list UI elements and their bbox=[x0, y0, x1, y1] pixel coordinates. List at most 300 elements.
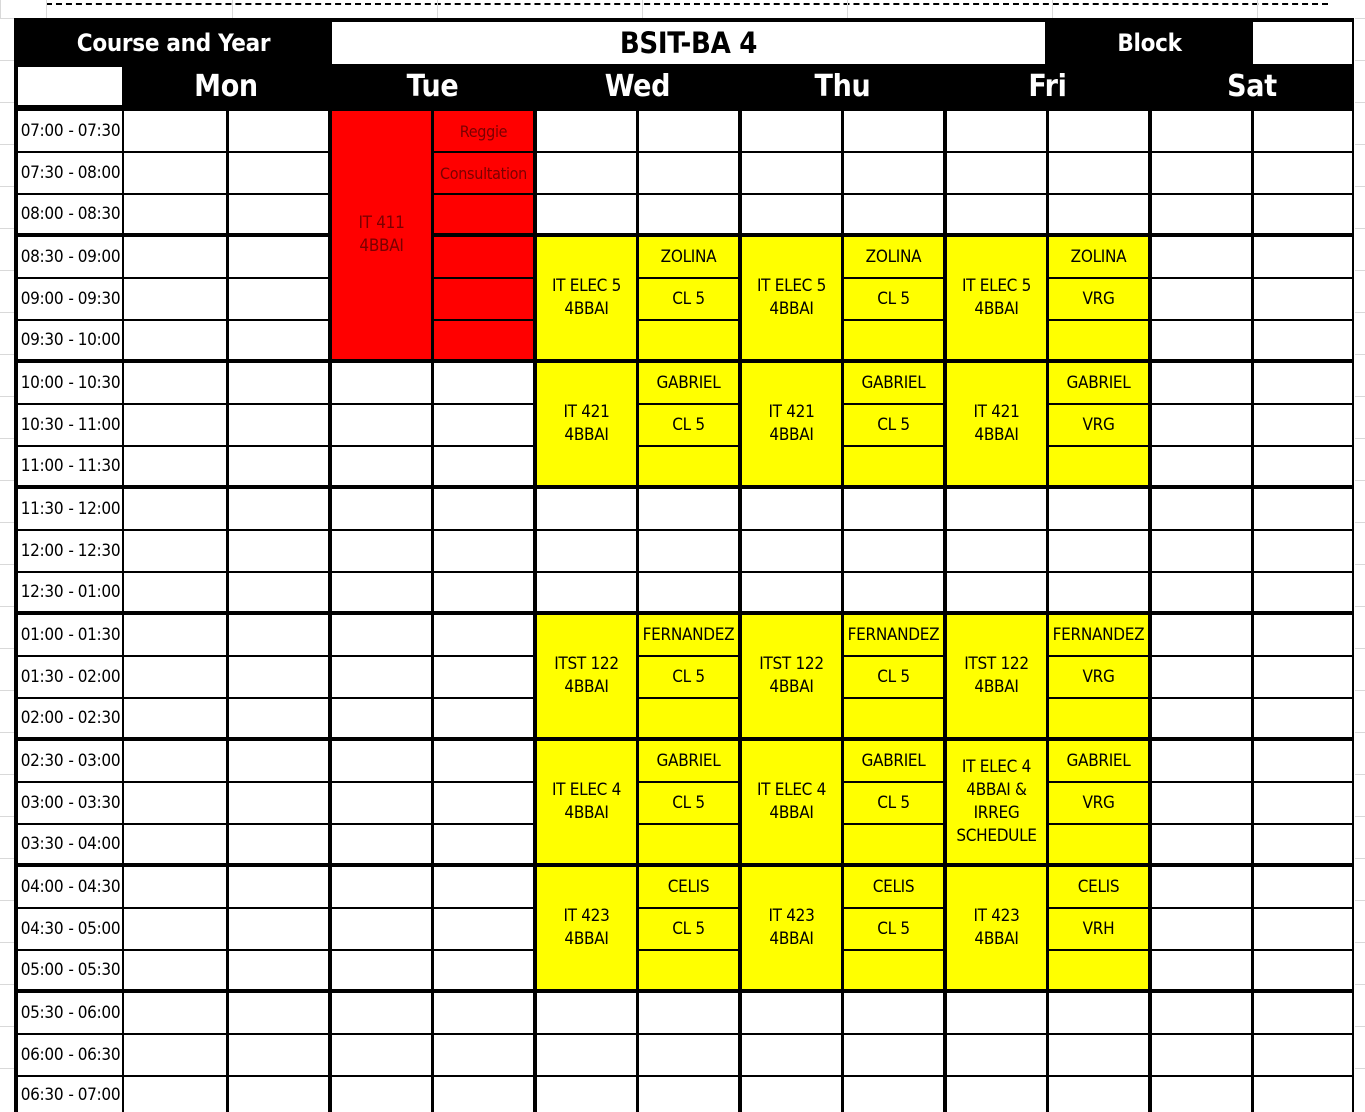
schedule-cell[interactable] bbox=[1254, 867, 1352, 907]
schedule-cell[interactable] bbox=[742, 1035, 841, 1075]
schedule-cell[interactable] bbox=[229, 615, 328, 655]
class-info-cell[interactable] bbox=[1049, 951, 1148, 989]
class-room[interactable]: CL 5 bbox=[639, 405, 738, 445]
schedule-cell[interactable] bbox=[1254, 363, 1352, 403]
schedule-cell[interactable] bbox=[332, 993, 431, 1033]
schedule-cell[interactable] bbox=[947, 153, 1046, 193]
class-subject[interactable]: IT 421 4BBAI bbox=[742, 363, 841, 485]
time-separator: - bbox=[68, 415, 74, 435]
schedule-cell[interactable] bbox=[1254, 195, 1352, 233]
class-room[interactable]: VRG bbox=[1049, 279, 1148, 319]
schedule-cell[interactable] bbox=[124, 153, 226, 193]
schedule-cell[interactable] bbox=[1254, 237, 1352, 277]
class-room[interactable]: VRG bbox=[1049, 783, 1148, 823]
schedule-cell[interactable] bbox=[229, 489, 328, 529]
dashed-separator bbox=[46, 3, 1328, 5]
time-separator: - bbox=[68, 204, 74, 224]
time-slot bbox=[18, 615, 122, 655]
schedule-cell[interactable] bbox=[1152, 531, 1251, 571]
schedule-cell[interactable] bbox=[332, 615, 431, 655]
schedule-cell[interactable] bbox=[434, 573, 533, 611]
schedule-cell[interactable] bbox=[1152, 993, 1251, 1033]
day-header-fri: Fri bbox=[1028, 68, 1067, 104]
schedule-cell[interactable] bbox=[434, 489, 533, 529]
time-slot bbox=[18, 825, 122, 863]
schedule-cell[interactable] bbox=[332, 657, 431, 697]
schedule-cell[interactable] bbox=[434, 699, 533, 737]
schedule-cell[interactable] bbox=[947, 993, 1046, 1033]
schedule-cell[interactable] bbox=[124, 909, 226, 949]
class-instructor[interactable]: GABRIEL bbox=[1049, 363, 1148, 403]
schedule-cell[interactable] bbox=[434, 783, 533, 823]
schedule-cell[interactable] bbox=[332, 783, 431, 823]
schedule-cell[interactable] bbox=[332, 363, 431, 403]
class-subject[interactable]: IT 423 4BBAI bbox=[947, 867, 1046, 989]
class-instructor[interactable]: GABRIEL bbox=[844, 363, 943, 403]
schedule-cell[interactable] bbox=[332, 909, 431, 949]
schedule-cell[interactable] bbox=[1254, 447, 1352, 485]
time-slot bbox=[18, 279, 122, 319]
schedule-cell[interactable] bbox=[124, 951, 226, 989]
schedule-cell[interactable] bbox=[742, 111, 841, 151]
class-instructor[interactable]: FERNANDEZ bbox=[639, 615, 738, 655]
schedule-cell[interactable] bbox=[1254, 531, 1352, 571]
class-info-cell[interactable] bbox=[1049, 447, 1148, 485]
corner-cell bbox=[18, 67, 122, 105]
class-subject[interactable]: ITST 122 4BBAI bbox=[537, 615, 636, 737]
schedule-cell[interactable] bbox=[124, 699, 226, 737]
schedule-cell[interactable] bbox=[124, 993, 226, 1033]
schedule-cell[interactable] bbox=[1152, 825, 1251, 863]
schedule-cell[interactable] bbox=[1152, 321, 1251, 359]
schedule-cell[interactable] bbox=[332, 405, 431, 445]
schedule-cell[interactable] bbox=[434, 825, 533, 863]
day-header-mon: Mon bbox=[194, 68, 258, 104]
schedule-cell[interactable] bbox=[229, 1035, 328, 1075]
class-room[interactable]: VRG bbox=[1049, 405, 1148, 445]
time-start: 08:00 bbox=[20, 204, 64, 224]
schedule-cell[interactable] bbox=[434, 405, 533, 445]
schedule-cell[interactable] bbox=[1152, 1035, 1251, 1075]
schedule-cell[interactable] bbox=[1254, 111, 1352, 151]
schedule-cell[interactable] bbox=[332, 699, 431, 737]
schedule-cell[interactable] bbox=[1152, 111, 1251, 151]
schedule-cell[interactable] bbox=[537, 573, 636, 611]
class-info-cell[interactable] bbox=[844, 447, 943, 485]
schedule-cell[interactable] bbox=[844, 573, 943, 611]
schedule-cell[interactable] bbox=[639, 993, 738, 1033]
schedule-cell[interactable] bbox=[332, 531, 431, 571]
schedule-cell[interactable] bbox=[229, 111, 328, 151]
schedule-cell[interactable] bbox=[434, 1077, 533, 1112]
schedule-cell[interactable] bbox=[124, 363, 226, 403]
schedule-cell[interactable] bbox=[124, 1077, 226, 1112]
schedule-cell[interactable] bbox=[434, 615, 533, 655]
schedule-cell[interactable] bbox=[844, 153, 943, 193]
schedule-cell[interactable] bbox=[229, 363, 328, 403]
schedule-cell[interactable] bbox=[229, 531, 328, 571]
schedule-cell[interactable] bbox=[124, 573, 226, 611]
schedule-cell[interactable] bbox=[124, 279, 226, 319]
schedule-cell[interactable] bbox=[229, 447, 328, 485]
class-instructor[interactable]: CELIS bbox=[1049, 867, 1148, 907]
schedule-cell[interactable] bbox=[1152, 783, 1251, 823]
day-header-tue: Tue bbox=[406, 68, 459, 104]
day-header-wed: Wed bbox=[604, 68, 671, 104]
schedule-cell[interactable] bbox=[1254, 279, 1352, 319]
time-end: 04:00 bbox=[77, 834, 121, 854]
schedule-cell[interactable] bbox=[332, 867, 431, 907]
schedule-cell[interactable] bbox=[332, 825, 431, 863]
schedule-cell[interactable] bbox=[124, 111, 226, 151]
class-instructor[interactable]: Reggie bbox=[434, 111, 533, 151]
schedule-cell[interactable] bbox=[229, 195, 328, 233]
time-separator: - bbox=[68, 751, 74, 771]
schedule-cell[interactable] bbox=[1254, 993, 1352, 1033]
schedule-cell[interactable] bbox=[742, 573, 841, 611]
class-room[interactable]: VRH bbox=[1049, 909, 1148, 949]
schedule-cell[interactable] bbox=[1049, 1035, 1148, 1075]
class-subject[interactable]: IT ELEC 5 4BBAI bbox=[742, 237, 841, 359]
class-subject[interactable]: IT 421 4BBAI bbox=[947, 363, 1046, 485]
schedule-cell[interactable] bbox=[639, 531, 738, 571]
class-room[interactable]: VRG bbox=[1049, 657, 1148, 697]
time-slot bbox=[18, 909, 122, 949]
schedule-cell[interactable] bbox=[639, 489, 738, 529]
schedule-cell[interactable] bbox=[742, 993, 841, 1033]
schedule-cell[interactable] bbox=[537, 993, 636, 1033]
schedule-cell[interactable] bbox=[124, 447, 226, 485]
time-start: 07:30 bbox=[20, 163, 64, 183]
class-subject[interactable]: IT ELEC 5 4BBAI bbox=[947, 237, 1046, 359]
schedule-cell[interactable] bbox=[1254, 741, 1352, 781]
schedule-cell[interactable] bbox=[844, 489, 943, 529]
schedule-cell[interactable] bbox=[1254, 573, 1352, 611]
schedule-cell[interactable] bbox=[537, 489, 636, 529]
schedule-cell[interactable] bbox=[742, 531, 841, 571]
schedule-cell[interactable] bbox=[1152, 279, 1251, 319]
class-info-cell[interactable] bbox=[844, 951, 943, 989]
schedule-cell[interactable] bbox=[1254, 1035, 1352, 1075]
time-end: 04:30 bbox=[77, 877, 121, 897]
schedule-cell[interactable] bbox=[229, 1077, 328, 1112]
time-separator: - bbox=[68, 541, 74, 561]
schedule-cell[interactable] bbox=[1254, 615, 1352, 655]
class-subject[interactable]: IT ELEC 4 4BBAI bbox=[537, 741, 636, 863]
time-end: 01:30 bbox=[77, 625, 121, 645]
class-info-cell[interactable] bbox=[1049, 825, 1148, 863]
schedule-cell[interactable] bbox=[229, 405, 328, 445]
class-info-cell[interactable] bbox=[639, 699, 738, 737]
schedule-cell[interactable] bbox=[434, 741, 533, 781]
time-separator: - bbox=[68, 708, 74, 728]
schedule-cell[interactable] bbox=[1049, 531, 1148, 571]
time-end: 10:30 bbox=[77, 373, 121, 393]
course-value[interactable]: BSIT-BA 4 bbox=[332, 22, 1045, 64]
schedule-cell[interactable] bbox=[1049, 993, 1148, 1033]
class-room[interactable]: CL 5 bbox=[844, 279, 943, 319]
schedule-cell[interactable] bbox=[124, 237, 226, 277]
schedule-cell[interactable] bbox=[639, 111, 738, 151]
class-room[interactable]: CL 5 bbox=[844, 657, 943, 697]
class-room[interactable]: CL 5 bbox=[639, 783, 738, 823]
schedule-cell[interactable] bbox=[1254, 699, 1352, 737]
class-subject[interactable]: IT ELEC 5 4BBAI bbox=[537, 237, 636, 359]
schedule-cell[interactable] bbox=[229, 783, 328, 823]
schedule-cell[interactable] bbox=[639, 1077, 738, 1112]
schedule-cell[interactable] bbox=[1152, 447, 1251, 485]
schedule-cell[interactable] bbox=[844, 195, 943, 233]
schedule-cell[interactable] bbox=[229, 741, 328, 781]
class-instructor[interactable]: FERNANDEZ bbox=[844, 615, 943, 655]
schedule-cell[interactable] bbox=[1152, 153, 1251, 193]
schedule-cell[interactable] bbox=[229, 909, 328, 949]
schedule-cell[interactable] bbox=[1049, 111, 1148, 151]
schedule-cell[interactable] bbox=[124, 1035, 226, 1075]
class-room[interactable]: CL 5 bbox=[844, 783, 943, 823]
schedule-cell[interactable] bbox=[229, 321, 328, 359]
schedule-cell[interactable] bbox=[434, 657, 533, 697]
schedule-cell[interactable] bbox=[124, 195, 226, 233]
schedule-cell[interactable] bbox=[1049, 153, 1148, 193]
schedule-cell[interactable] bbox=[229, 993, 328, 1033]
schedule-cell[interactable] bbox=[537, 195, 636, 233]
schedule-cell[interactable] bbox=[124, 867, 226, 907]
class-subject[interactable]: IT ELEC 4 4BBAI & IRREG SCHEDULE bbox=[947, 741, 1046, 863]
schedule-cell[interactable] bbox=[537, 531, 636, 571]
class-room[interactable]: CL 5 bbox=[639, 279, 738, 319]
class-info-cell[interactable] bbox=[639, 825, 738, 863]
schedule-cell[interactable] bbox=[1254, 657, 1352, 697]
class-instructor[interactable]: CELIS bbox=[844, 867, 943, 907]
schedule-cell[interactable] bbox=[1254, 783, 1352, 823]
class-subject[interactable]: IT ELEC 4 4BBAI bbox=[742, 741, 841, 863]
schedule-cell[interactable] bbox=[434, 993, 533, 1033]
schedule-cell[interactable] bbox=[229, 699, 328, 737]
schedule-cell[interactable] bbox=[844, 531, 943, 571]
time-end: 03:00 bbox=[77, 751, 121, 771]
schedule-cell[interactable] bbox=[332, 1035, 431, 1075]
schedule-cell[interactable] bbox=[434, 363, 533, 403]
schedule-cell[interactable] bbox=[844, 993, 943, 1033]
schedule-cell[interactable] bbox=[1152, 573, 1251, 611]
block-label: Block bbox=[1117, 29, 1182, 57]
schedule-cell[interactable] bbox=[537, 1077, 636, 1112]
schedule-cell[interactable] bbox=[947, 1077, 1046, 1112]
schedule-cell[interactable] bbox=[1152, 237, 1251, 277]
time-start: 07:00 bbox=[20, 121, 64, 141]
schedule-cell[interactable] bbox=[434, 909, 533, 949]
class-info-cell[interactable] bbox=[639, 447, 738, 485]
schedule-cell[interactable] bbox=[124, 405, 226, 445]
class-info-cell[interactable] bbox=[434, 237, 533, 277]
time-separator: - bbox=[68, 834, 74, 854]
time-start: 10:00 bbox=[20, 373, 64, 393]
schedule-cell[interactable] bbox=[1152, 1077, 1251, 1112]
class-room[interactable]: CL 5 bbox=[844, 909, 943, 949]
schedule-cell[interactable] bbox=[229, 279, 328, 319]
schedule-cell[interactable] bbox=[124, 321, 226, 359]
schedule-cell[interactable] bbox=[947, 573, 1046, 611]
class-info-cell[interactable] bbox=[639, 321, 738, 359]
class-room[interactable]: CL 5 bbox=[844, 405, 943, 445]
class-subject[interactable]: ITST 122 4BBAI bbox=[742, 615, 841, 737]
class-subject[interactable]: IT 411 4BBAI bbox=[332, 111, 431, 359]
class-subject[interactable]: IT 423 4BBAI bbox=[537, 867, 636, 989]
time-end: 09:30 bbox=[77, 289, 121, 309]
schedule-cell[interactable] bbox=[742, 153, 841, 193]
schedule-cell[interactable] bbox=[229, 573, 328, 611]
schedule-cell[interactable] bbox=[434, 867, 533, 907]
schedule-cell[interactable] bbox=[742, 195, 841, 233]
schedule-cell[interactable] bbox=[332, 573, 431, 611]
class-info-cell[interactable] bbox=[1049, 699, 1148, 737]
schedule-cell[interactable] bbox=[1254, 153, 1352, 193]
schedule-cell[interactable] bbox=[1152, 867, 1251, 907]
schedule-cell[interactable] bbox=[124, 615, 226, 655]
time-separator: - bbox=[68, 330, 74, 350]
schedule-cell[interactable] bbox=[229, 867, 328, 907]
day-header-sat: Sat bbox=[1227, 68, 1277, 104]
schedule-cell[interactable] bbox=[124, 741, 226, 781]
schedule-cell[interactable] bbox=[639, 195, 738, 233]
schedule-cell[interactable] bbox=[332, 447, 431, 485]
schedule-cell[interactable] bbox=[1049, 489, 1148, 529]
schedule-cell[interactable] bbox=[947, 1035, 1046, 1075]
class-subject[interactable]: IT 421 4BBAI bbox=[537, 363, 636, 485]
schedule-cell[interactable] bbox=[332, 489, 431, 529]
schedule-cell[interactable] bbox=[434, 1035, 533, 1075]
schedule-cell[interactable] bbox=[1152, 405, 1251, 445]
class-info-cell[interactable] bbox=[434, 321, 533, 359]
schedule-cell[interactable] bbox=[639, 1035, 738, 1075]
schedule-cell[interactable] bbox=[947, 531, 1046, 571]
time-start: 09:30 bbox=[20, 330, 64, 350]
time-separator: - bbox=[68, 373, 74, 393]
schedule-cell[interactable] bbox=[947, 195, 1046, 233]
class-instructor[interactable]: CELIS bbox=[639, 867, 738, 907]
class-instructor[interactable]: FERNANDEZ bbox=[1049, 615, 1148, 655]
schedule-cell[interactable] bbox=[844, 1077, 943, 1112]
schedule-cell[interactable] bbox=[1254, 951, 1352, 989]
class-instructor[interactable]: GABRIEL bbox=[1049, 741, 1148, 781]
schedule-cell[interactable] bbox=[229, 657, 328, 697]
schedule-cell[interactable] bbox=[639, 573, 738, 611]
class-subject[interactable]: ITST 122 4BBAI bbox=[947, 615, 1046, 737]
schedule-cell[interactable] bbox=[1254, 1077, 1352, 1112]
schedule-cell[interactable] bbox=[844, 1035, 943, 1075]
time-slot bbox=[18, 237, 122, 277]
class-room[interactable]: Consultation bbox=[434, 153, 533, 193]
schedule-cell[interactable] bbox=[1254, 909, 1352, 949]
class-instructor[interactable]: ZOLINA bbox=[1049, 237, 1148, 277]
class-info-cell[interactable] bbox=[844, 321, 943, 359]
time-start: 04:00 bbox=[20, 877, 64, 897]
schedule-cell[interactable] bbox=[1254, 825, 1352, 863]
time-slot bbox=[18, 153, 122, 193]
schedule-cell[interactable] bbox=[537, 111, 636, 151]
class-room[interactable]: CL 5 bbox=[639, 909, 738, 949]
time-start: 03:30 bbox=[20, 834, 64, 854]
schedule-cell[interactable] bbox=[124, 783, 226, 823]
time-start: 04:30 bbox=[20, 919, 64, 939]
time-end: 12:30 bbox=[77, 541, 121, 561]
class-instructor[interactable]: ZOLINA bbox=[639, 237, 738, 277]
time-slot bbox=[18, 783, 122, 823]
schedule-cell[interactable] bbox=[1152, 951, 1251, 989]
schedule-cell[interactable] bbox=[1152, 657, 1251, 697]
schedule-cell[interactable] bbox=[332, 741, 431, 781]
class-info-cell[interactable] bbox=[844, 699, 943, 737]
class-info-cell[interactable] bbox=[1049, 321, 1148, 359]
class-instructor[interactable]: GABRIEL bbox=[844, 741, 943, 781]
time-separator: - bbox=[68, 1045, 74, 1065]
time-start: 12:30 bbox=[20, 582, 64, 602]
schedule-cell[interactable] bbox=[844, 111, 943, 151]
schedule-cell[interactable] bbox=[1254, 321, 1352, 359]
schedule-cell[interactable] bbox=[1152, 741, 1251, 781]
class-instructor[interactable]: GABRIEL bbox=[639, 363, 738, 403]
schedule-cell[interactable] bbox=[1152, 363, 1251, 403]
time-slot bbox=[18, 447, 122, 485]
schedule-cell[interactable] bbox=[1049, 195, 1148, 233]
schedule-cell[interactable] bbox=[1254, 489, 1352, 529]
schedule-cell[interactable] bbox=[537, 153, 636, 193]
schedule-cell[interactable] bbox=[229, 951, 328, 989]
schedule-cell[interactable] bbox=[434, 447, 533, 485]
schedule-cell[interactable] bbox=[434, 531, 533, 571]
class-info-cell[interactable] bbox=[844, 825, 943, 863]
schedule-cell[interactable] bbox=[1152, 489, 1251, 529]
schedule-cell[interactable] bbox=[229, 153, 328, 193]
schedule-cell[interactable] bbox=[947, 489, 1046, 529]
schedule-cell[interactable] bbox=[1152, 699, 1251, 737]
schedule-cell[interactable] bbox=[537, 1035, 636, 1075]
schedule-cell[interactable] bbox=[1152, 615, 1251, 655]
schedule-cell[interactable] bbox=[1049, 573, 1148, 611]
schedule-cell[interactable] bbox=[229, 825, 328, 863]
schedule-cell[interactable] bbox=[742, 1077, 841, 1112]
time-slot bbox=[18, 195, 122, 233]
schedule-cell[interactable] bbox=[1254, 405, 1352, 445]
class-instructor[interactable]: ZOLINA bbox=[844, 237, 943, 277]
schedule-cell[interactable] bbox=[1152, 909, 1251, 949]
schedule-cell[interactable] bbox=[639, 153, 738, 193]
schedule-cell[interactable] bbox=[947, 111, 1046, 151]
schedule-cell[interactable] bbox=[1049, 1077, 1148, 1112]
time-end: 03:30 bbox=[77, 793, 121, 813]
schedule-cell[interactable] bbox=[434, 951, 533, 989]
schedule-cell[interactable] bbox=[124, 657, 226, 697]
class-room[interactable]: CL 5 bbox=[639, 657, 738, 697]
schedule-cell[interactable] bbox=[124, 489, 226, 529]
class-info-cell[interactable] bbox=[639, 951, 738, 989]
schedule-cell[interactable] bbox=[742, 489, 841, 529]
class-info-cell[interactable] bbox=[434, 279, 533, 319]
schedule-cell[interactable] bbox=[124, 531, 226, 571]
class-info-cell[interactable] bbox=[434, 195, 533, 233]
class-subject[interactable]: IT 423 4BBAI bbox=[742, 867, 841, 989]
schedule-cell[interactable] bbox=[332, 951, 431, 989]
time-start: 05:30 bbox=[20, 1003, 64, 1023]
class-instructor[interactable]: GABRIEL bbox=[639, 741, 738, 781]
schedule-cell[interactable] bbox=[332, 1077, 431, 1112]
schedule-cell[interactable] bbox=[124, 825, 226, 863]
time-end: 07:00 bbox=[77, 1084, 121, 1105]
schedule-cell[interactable] bbox=[229, 237, 328, 277]
block-value[interactable] bbox=[1253, 22, 1352, 64]
schedule-cell[interactable] bbox=[1152, 195, 1251, 233]
